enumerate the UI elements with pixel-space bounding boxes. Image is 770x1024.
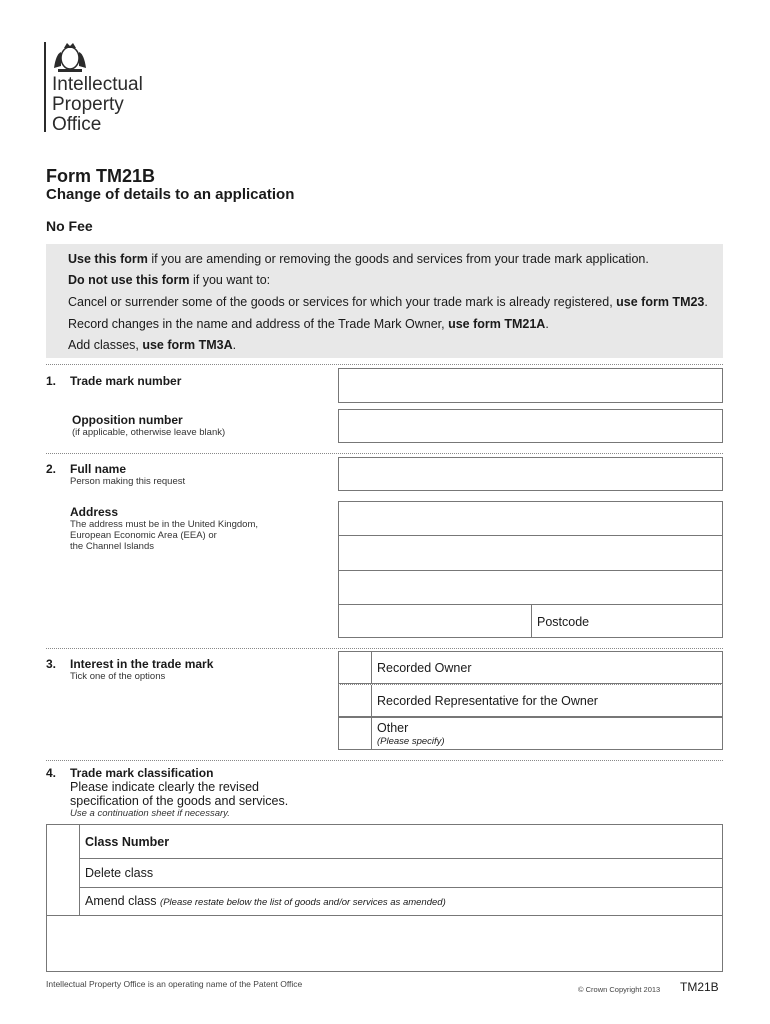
opposition-number-input[interactable] xyxy=(338,409,723,443)
section-divider xyxy=(46,648,723,649)
section-number: 2. xyxy=(46,462,57,476)
address-input-group[interactable] xyxy=(338,501,723,638)
royal-crest-logo xyxy=(50,40,90,74)
trade-mark-number-input[interactable] xyxy=(338,368,723,403)
full-name-input[interactable] xyxy=(338,457,723,491)
option-label: Other xyxy=(377,721,409,735)
option-hint: (Please specify) xyxy=(377,736,445,747)
opposition-number-label: Opposition number xyxy=(72,413,183,427)
checkbox[interactable] xyxy=(339,685,372,716)
classification-label: Trade mark classification xyxy=(70,766,214,780)
section-number: 1. xyxy=(46,374,57,388)
info-panel: Use this form if you are amending or removing the goods and services from your trade mark application. Do not use this form if you want to: Cancel or surrender some of the goods or services for which your trade mark is already registered, use form TM23. Record changes in the name and address of the Trade Mark Owner, use form TM21A. Add classes, use form TM3A. xyxy=(46,244,723,358)
address-hint: The address must be in the United Kingdom, European Economic Area (EEA) or the Channel Islands xyxy=(70,519,258,552)
amend-class-hint: (Please restate below the list of goods and/or services as amended) xyxy=(160,897,446,908)
amend-class-label: Amend class xyxy=(85,894,157,908)
option-label: Recorded Representative for the Owner xyxy=(377,694,598,708)
section-divider xyxy=(46,364,723,365)
section-number: 3. xyxy=(46,657,57,671)
form-title: Form TM21B xyxy=(46,166,156,186)
classification-table xyxy=(46,824,723,972)
delete-class-checkbox[interactable] xyxy=(47,858,79,887)
address-label: Address xyxy=(70,505,119,519)
delete-class-label: Delete class xyxy=(85,866,154,880)
amend-class-checkbox[interactable] xyxy=(47,887,79,915)
section-number: 4. xyxy=(46,766,57,780)
form-code: TM21B xyxy=(680,980,719,994)
checkbox[interactable] xyxy=(339,718,372,749)
option-label: Recorded Owner xyxy=(377,661,472,675)
postcode-label: Postcode xyxy=(537,615,590,629)
checkbox[interactable] xyxy=(339,652,372,683)
full-name-hint: Person making this request xyxy=(70,476,186,487)
form-subtitle: Change of details to an application xyxy=(46,186,295,203)
opposition-number-hint: (if applicable, otherwise leave blank) xyxy=(72,427,226,438)
trade-mark-number-label: Trade mark number xyxy=(70,374,182,388)
option-recorded-representative[interactable] xyxy=(338,684,723,717)
option-other[interactable] xyxy=(338,717,723,750)
classification-description: Please indicate clearly the revised specification of the goods and services. xyxy=(70,780,289,808)
classification-hint: Use a continuation sheet if necessary. xyxy=(70,808,230,819)
footer-note: Intellectual Property Office is an operating name of the Patent Office xyxy=(46,979,303,989)
interest-hint: Tick one of the options xyxy=(70,671,166,682)
full-name-label: Full name xyxy=(70,462,127,476)
copyright-notice: © Crown Copyright 2013 xyxy=(578,985,661,994)
section-divider xyxy=(46,453,723,454)
option-recorded-owner[interactable] xyxy=(338,651,723,684)
section-divider xyxy=(46,760,723,761)
amended-goods-services-input[interactable] xyxy=(47,916,722,971)
interest-label: Interest in the trade mark xyxy=(70,657,214,671)
fee-notice: No Fee xyxy=(46,218,93,234)
class-number-label: Class Number xyxy=(85,835,170,849)
logo-text: Intellectual Property Office xyxy=(52,74,143,135)
logo-divider xyxy=(44,42,46,132)
